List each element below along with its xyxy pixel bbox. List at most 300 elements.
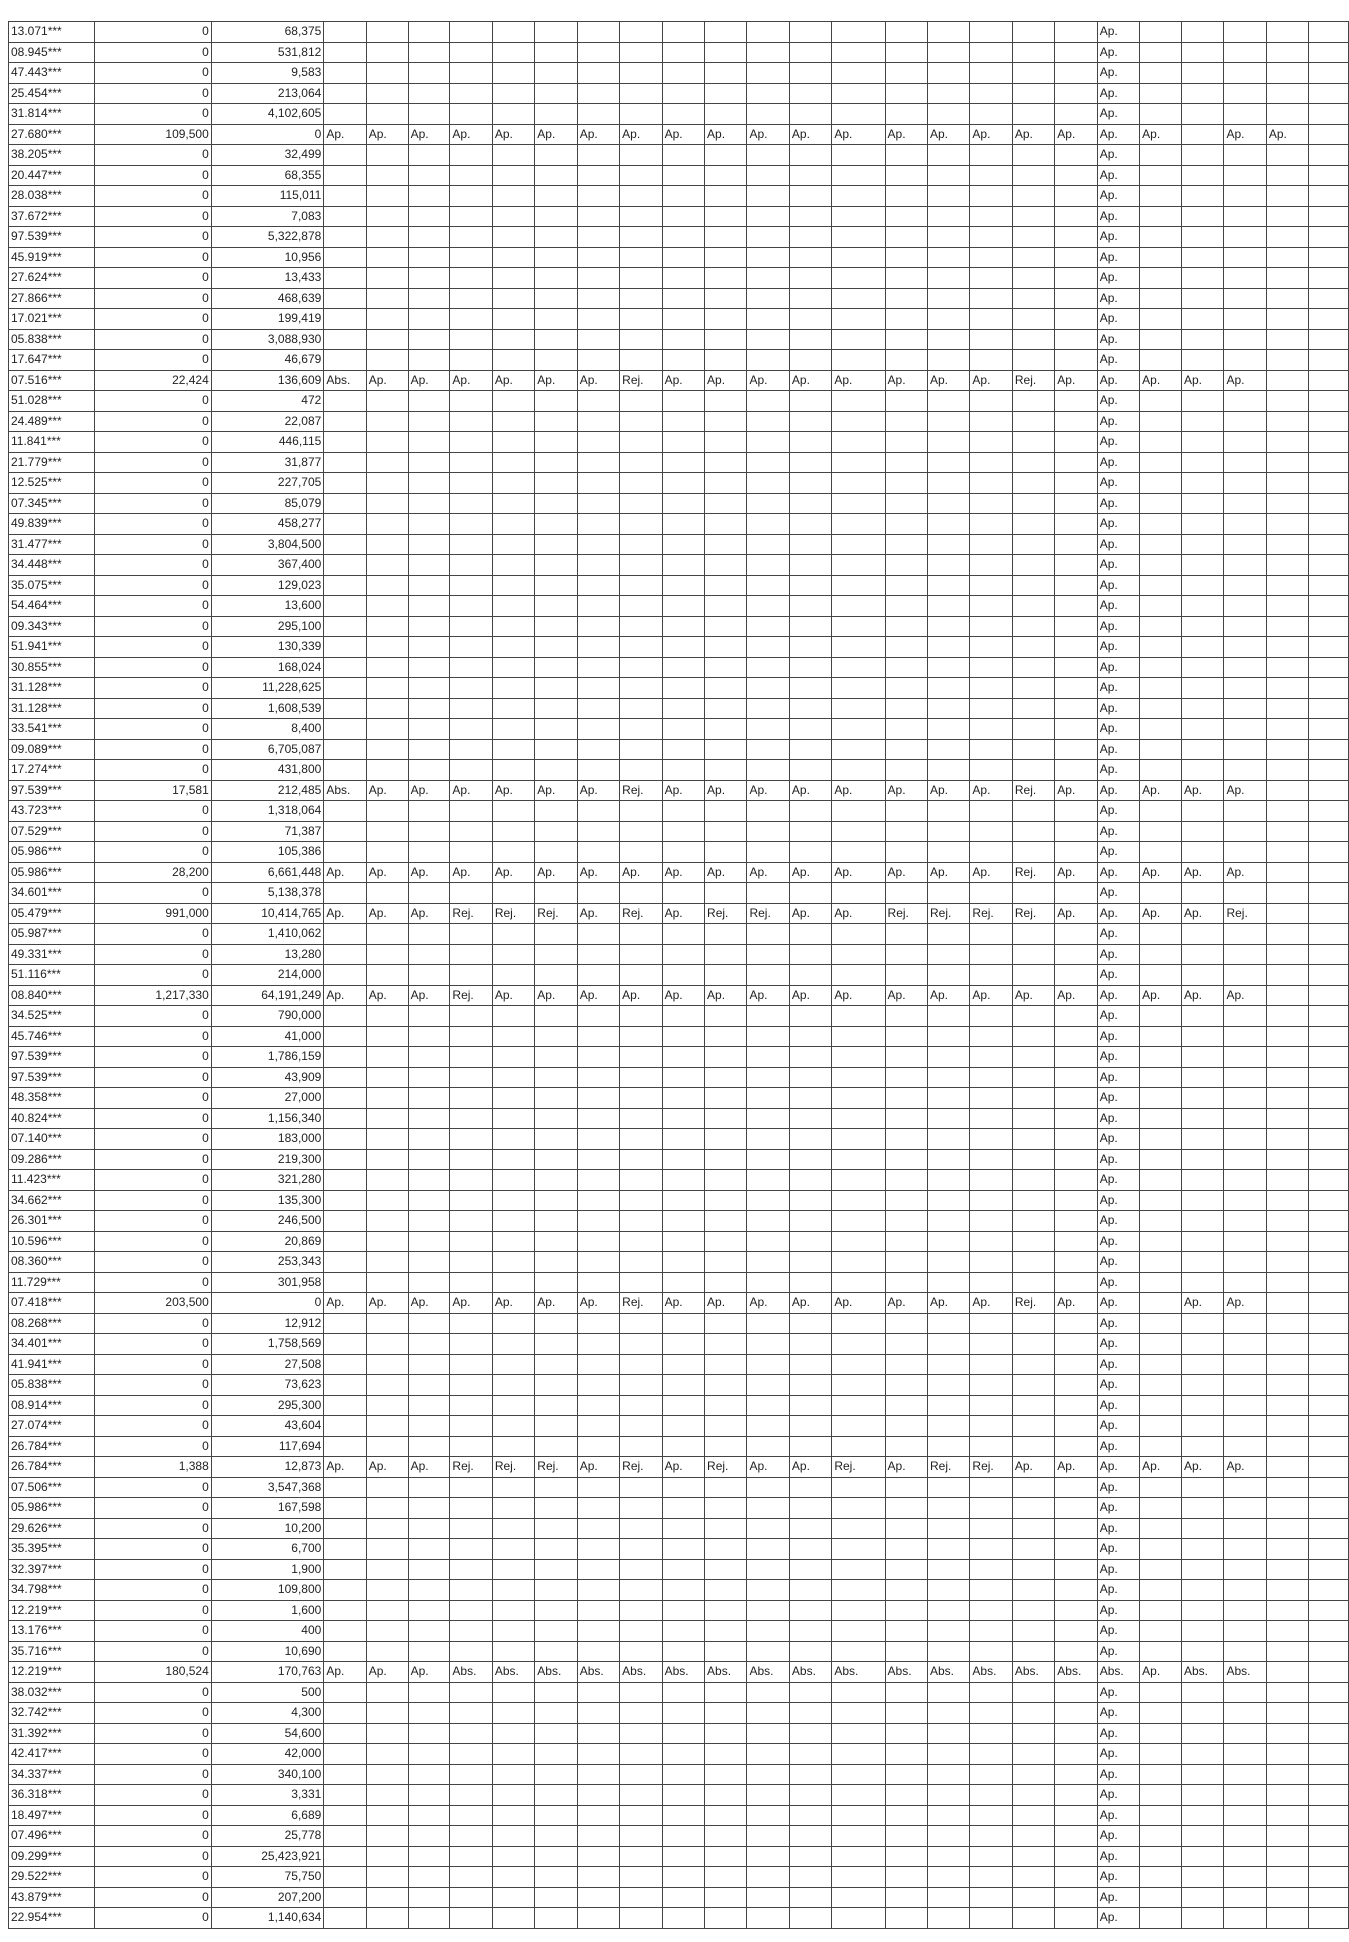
- vote-cell: [620, 473, 662, 494]
- vote-cell: [492, 83, 534, 104]
- vote-cell: [450, 22, 492, 43]
- amount-cell: 214,000: [211, 965, 324, 986]
- vote-cell: [450, 1723, 492, 1744]
- vote-cell: [577, 411, 619, 432]
- vote-cell: [492, 1477, 534, 1498]
- vote-cell: [662, 883, 704, 904]
- vote-cell: [1055, 1047, 1097, 1068]
- vote-cell: [832, 1108, 885, 1129]
- vote-cell: [885, 227, 927, 248]
- vote-cell: [324, 22, 366, 43]
- vote-cell: Ap.: [1182, 1457, 1224, 1478]
- vote-cell: [1012, 411, 1054, 432]
- vote-cell: Ap.: [1224, 1457, 1266, 1478]
- table-row: [9, 1703, 1349, 1724]
- vote-cell: [620, 350, 662, 371]
- vote-cell: Rej.: [492, 1457, 534, 1478]
- vote-cell: [789, 1744, 831, 1765]
- vote-cell: [492, 637, 534, 658]
- vote-cell: [450, 1498, 492, 1519]
- vote-cell: [450, 514, 492, 535]
- vote-cell: Rej.: [1012, 862, 1054, 883]
- vote-cell: [885, 1518, 927, 1539]
- vote-cell: [1266, 678, 1308, 699]
- vote-cell: [577, 534, 619, 555]
- vote-cell: Ap.: [927, 985, 969, 1006]
- vote-cell: [1308, 965, 1348, 986]
- table-row: [9, 22, 1349, 43]
- vote-cell: [1308, 1129, 1348, 1150]
- table-row: [9, 1662, 1349, 1683]
- vote-cell: [492, 452, 534, 473]
- vote-cell: Ap.: [408, 780, 450, 801]
- vote-cell: [450, 1211, 492, 1232]
- vote-cell: [535, 1723, 577, 1744]
- vote-cell: [1140, 247, 1182, 268]
- vote-cell: [1182, 1129, 1224, 1150]
- vote-cell: [662, 739, 704, 760]
- vote-cell: [885, 739, 927, 760]
- vote-cell: [620, 596, 662, 617]
- vote-cell: [970, 104, 1012, 125]
- shares-cell: 0: [95, 678, 211, 699]
- vote-cell: [705, 1416, 747, 1437]
- vote-cell: [408, 1231, 450, 1252]
- shares-cell: 0: [95, 104, 211, 125]
- vote-cell: Ap.: [492, 370, 534, 391]
- vote-cell: [885, 1006, 927, 1027]
- vote-cell: [366, 514, 408, 535]
- vote-cell: [535, 1067, 577, 1088]
- vote-cell: [535, 83, 577, 104]
- vote-cell: [366, 1887, 408, 1908]
- vote-cell: [1055, 1703, 1097, 1724]
- vote-cell: [1266, 596, 1308, 617]
- vote-cell: [927, 391, 969, 412]
- vote-cell: Ap.: [1097, 739, 1139, 760]
- vote-cell: [705, 719, 747, 740]
- shares-cell: 0: [95, 534, 211, 555]
- table-row: [9, 1908, 1349, 1929]
- vote-cell: [927, 1846, 969, 1867]
- vote-cell: [789, 1272, 831, 1293]
- vote-cell: [577, 1313, 619, 1334]
- amount-cell: 105,386: [211, 842, 324, 863]
- amount-cell: 27,508: [211, 1354, 324, 1375]
- vote-cell: [450, 1703, 492, 1724]
- vote-cell: [324, 1867, 366, 1888]
- vote-cell: [492, 1703, 534, 1724]
- vote-cell: [366, 1600, 408, 1621]
- vote-cell: [1266, 1600, 1308, 1621]
- vote-cell: Ap.: [927, 862, 969, 883]
- vote-cell: Ap.: [1097, 862, 1139, 883]
- vote-cell: [885, 1067, 927, 1088]
- vote-cell: [1182, 801, 1224, 822]
- vote-cell: [1224, 944, 1266, 965]
- vote-cell: [620, 1252, 662, 1273]
- vote-cell: [1308, 22, 1348, 43]
- vote-cell: [1182, 432, 1224, 453]
- vote-cell: [408, 637, 450, 658]
- vote-cell: [535, 391, 577, 412]
- vote-cell: [1182, 329, 1224, 350]
- vote-cell: [747, 698, 789, 719]
- vote-cell: [366, 637, 408, 658]
- vote-cell: [705, 1067, 747, 1088]
- vote-cell: [970, 1334, 1012, 1355]
- vote-cell: [324, 965, 366, 986]
- shares-cell: 0: [95, 1723, 211, 1744]
- holder-id-cell: 05.986***: [9, 862, 95, 883]
- vote-cell: [1266, 698, 1308, 719]
- vote-cell: [492, 1744, 534, 1765]
- amount-cell: 13,280: [211, 944, 324, 965]
- vote-cell: [1308, 288, 1348, 309]
- vote-cell: [705, 1252, 747, 1273]
- vote-cell: [885, 1211, 927, 1232]
- vote-cell: Ap.: [1097, 63, 1139, 84]
- vote-cell: [1012, 1580, 1054, 1601]
- vote-cell: [927, 309, 969, 330]
- vote-cell: [789, 1559, 831, 1580]
- vote-cell: [1055, 1108, 1097, 1129]
- vote-cell: [366, 657, 408, 678]
- vote-cell: [408, 1887, 450, 1908]
- vote-cell: [662, 1867, 704, 1888]
- vote-cell: [747, 739, 789, 760]
- vote-cell: [492, 1682, 534, 1703]
- vote-cell: [1140, 1026, 1182, 1047]
- vote-cell: [832, 186, 885, 207]
- vote-cell: [450, 1908, 492, 1929]
- vote-cell: [450, 432, 492, 453]
- vote-cell: [1012, 1559, 1054, 1580]
- vote-cell: [450, 1354, 492, 1375]
- vote-cell: [885, 206, 927, 227]
- vote-cell: [747, 1887, 789, 1908]
- amount-cell: 367,400: [211, 555, 324, 576]
- vote-cell: [970, 1621, 1012, 1642]
- vote-cell: Ap.: [1055, 124, 1097, 145]
- vote-cell: [832, 657, 885, 678]
- vote-cell: Ap.: [1097, 1293, 1139, 1314]
- vote-cell: [1182, 821, 1224, 842]
- vote-cell: [789, 965, 831, 986]
- vote-cell: [450, 1580, 492, 1601]
- vote-cell: [1140, 1805, 1182, 1826]
- vote-cell: [832, 1231, 885, 1252]
- vote-cell: [408, 1477, 450, 1498]
- vote-cell: [1182, 145, 1224, 166]
- vote-cell: [747, 452, 789, 473]
- vote-cell: [970, 760, 1012, 781]
- vote-cell: [324, 432, 366, 453]
- vote-cell: [662, 227, 704, 248]
- vote-cell: [1224, 739, 1266, 760]
- shares-cell: 109,500: [95, 124, 211, 145]
- vote-cell: Ap.: [1097, 83, 1139, 104]
- vote-cell: [366, 883, 408, 904]
- vote-cell: [662, 1682, 704, 1703]
- vote-cell: [577, 1539, 619, 1560]
- vote-cell: [492, 555, 534, 576]
- vote-cell: [705, 42, 747, 63]
- vote-cell: [705, 391, 747, 412]
- vote-cell: [927, 534, 969, 555]
- vote-cell: [620, 1375, 662, 1396]
- vote-cell: [408, 698, 450, 719]
- vote-cell: [1140, 1908, 1182, 1929]
- vote-cell: [450, 719, 492, 740]
- vote-cell: [1012, 22, 1054, 43]
- vote-cell: [366, 1190, 408, 1211]
- vote-cell: [747, 186, 789, 207]
- vote-cell: Ap.: [1097, 268, 1139, 289]
- vote-cell: Ap.: [408, 1662, 450, 1683]
- vote-cell: [705, 821, 747, 842]
- vote-cell: [705, 350, 747, 371]
- vote-cell: [535, 247, 577, 268]
- holder-id-cell: 26.784***: [9, 1436, 95, 1457]
- vote-cell: [747, 1908, 789, 1929]
- vote-cell: [705, 514, 747, 535]
- vote-cell: [789, 391, 831, 412]
- vote-cell: [1055, 22, 1097, 43]
- vote-cell: [705, 1211, 747, 1232]
- vote-cell: [1308, 165, 1348, 186]
- vote-cell: [577, 1600, 619, 1621]
- vote-cell: [885, 1805, 927, 1826]
- vote-cell: [789, 1190, 831, 1211]
- vote-cell: [1308, 1149, 1348, 1170]
- vote-cell: [662, 268, 704, 289]
- vote-cell: [1266, 821, 1308, 842]
- vote-cell: Ap.: [1097, 965, 1139, 986]
- vote-cell: Abs.: [705, 1662, 747, 1683]
- vote-cell: Ap.: [492, 780, 534, 801]
- vote-cell: [747, 657, 789, 678]
- vote-cell: [492, 227, 534, 248]
- vote-cell: [927, 1211, 969, 1232]
- vote-cell: [577, 206, 619, 227]
- vote-cell: [1182, 883, 1224, 904]
- vote-cell: [970, 534, 1012, 555]
- vote-cell: [1055, 1621, 1097, 1642]
- vote-cell: [970, 329, 1012, 350]
- vote-cell: [492, 1559, 534, 1580]
- table-row: [9, 1723, 1349, 1744]
- vote-cell: [366, 1826, 408, 1847]
- vote-cell: Ap.: [1140, 862, 1182, 883]
- vote-cell: [885, 1580, 927, 1601]
- vote-cell: [408, 63, 450, 84]
- vote-cell: [408, 1703, 450, 1724]
- vote-cell: [789, 1477, 831, 1498]
- vote-cell: [662, 698, 704, 719]
- shares-cell: 0: [95, 1867, 211, 1888]
- vote-cell: [1012, 1047, 1054, 1068]
- vote-cell: [662, 247, 704, 268]
- vote-cell: [832, 1047, 885, 1068]
- vote-cell: [927, 1744, 969, 1765]
- vote-cell: [366, 1908, 408, 1929]
- vote-cell: Ap.: [1224, 862, 1266, 883]
- vote-cell: [789, 1211, 831, 1232]
- vote-cell: [927, 1313, 969, 1334]
- table-row: [9, 555, 1349, 576]
- vote-cell: Ap.: [324, 124, 366, 145]
- vote-cell: [1224, 534, 1266, 555]
- amount-cell: 321,280: [211, 1170, 324, 1191]
- vote-cell: [970, 739, 1012, 760]
- vote-cell: [324, 1580, 366, 1601]
- vote-cell: [927, 247, 969, 268]
- holder-id-cell: 34.525***: [9, 1006, 95, 1027]
- vote-cell: [1182, 186, 1224, 207]
- vote-cell: [450, 596, 492, 617]
- amount-cell: 10,690: [211, 1641, 324, 1662]
- vote-cell: [1055, 883, 1097, 904]
- vote-cell: [1055, 309, 1097, 330]
- vote-cell: [789, 83, 831, 104]
- vote-cell: [408, 1723, 450, 1744]
- vote-cell: [705, 165, 747, 186]
- vote-cell: Ap.: [705, 985, 747, 1006]
- vote-cell: [1224, 1559, 1266, 1580]
- table-row: [9, 1764, 1349, 1785]
- vote-cell: Ap.: [1055, 370, 1097, 391]
- vote-cell: [620, 1190, 662, 1211]
- vote-cell: [747, 1026, 789, 1047]
- vote-cell: [577, 1682, 619, 1703]
- vote-cell: [450, 1826, 492, 1847]
- vote-cell: [970, 1375, 1012, 1396]
- vote-cell: [620, 1805, 662, 1826]
- vote-cell: [324, 1067, 366, 1088]
- vote-cell: Ap.: [885, 1293, 927, 1314]
- vote-cell: [970, 1108, 1012, 1129]
- vote-cell: [789, 1682, 831, 1703]
- vote-cell: [1266, 83, 1308, 104]
- vote-cell: [705, 1785, 747, 1806]
- vote-cell: [747, 1682, 789, 1703]
- amount-cell: 170,763: [211, 1662, 324, 1683]
- vote-cell: [1055, 247, 1097, 268]
- vote-cell: [450, 1395, 492, 1416]
- vote-cell: [1266, 1723, 1308, 1744]
- vote-cell: [324, 1682, 366, 1703]
- vote-cell: [789, 1723, 831, 1744]
- vote-cell: [885, 1498, 927, 1519]
- amount-cell: 227,705: [211, 473, 324, 494]
- amount-cell: 219,300: [211, 1149, 324, 1170]
- vote-cell: [747, 1088, 789, 1109]
- vote-cell: [408, 1559, 450, 1580]
- vote-cell: [1012, 1334, 1054, 1355]
- vote-cell: [535, 1354, 577, 1375]
- vote-cell: [1308, 83, 1348, 104]
- shares-cell: 0: [95, 1047, 211, 1068]
- vote-cell: [577, 1703, 619, 1724]
- vote-cell: [1308, 432, 1348, 453]
- vote-cell: [450, 1600, 492, 1621]
- vote-cell: [366, 1518, 408, 1539]
- vote-cell: [1012, 1744, 1054, 1765]
- vote-cell: [1308, 637, 1348, 658]
- shares-cell: 0: [95, 883, 211, 904]
- vote-cell: [492, 145, 534, 166]
- vote-cell: [1308, 555, 1348, 576]
- shares-cell: 0: [95, 575, 211, 596]
- vote-cell: [1266, 1805, 1308, 1826]
- vote-cell: Ap.: [620, 862, 662, 883]
- table-row: [9, 1129, 1349, 1150]
- vote-cell: [970, 288, 1012, 309]
- vote-cell: [832, 1723, 885, 1744]
- amount-cell: 4,102,605: [211, 104, 324, 125]
- vote-cell: [970, 247, 1012, 268]
- vote-cell: [789, 1088, 831, 1109]
- table-row: [9, 1272, 1349, 1293]
- vote-cell: [492, 1764, 534, 1785]
- vote-cell: [1224, 1252, 1266, 1273]
- vote-cell: Ap.: [885, 1457, 927, 1478]
- vote-cell: [927, 1108, 969, 1129]
- vote-cell: Ap.: [1097, 555, 1139, 576]
- vote-cell: [970, 1067, 1012, 1088]
- vote-cell: [492, 329, 534, 350]
- shares-cell: 0: [95, 247, 211, 268]
- vote-cell: [620, 1764, 662, 1785]
- vote-cell: [832, 1477, 885, 1498]
- vote-cell: [705, 227, 747, 248]
- shares-cell: 0: [95, 1600, 211, 1621]
- vote-cell: [408, 1518, 450, 1539]
- vote-cell: [832, 1129, 885, 1150]
- holder-id-cell: 10.596***: [9, 1231, 95, 1252]
- vote-cell: [577, 22, 619, 43]
- vote-cell: [747, 1129, 789, 1150]
- vote-cell: Ap.: [1012, 1457, 1054, 1478]
- vote-cell: [366, 411, 408, 432]
- vote-cell: [789, 1129, 831, 1150]
- vote-cell: [1308, 1477, 1348, 1498]
- vote-cell: [927, 350, 969, 371]
- holder-id-cell: 34.601***: [9, 883, 95, 904]
- vote-cell: [747, 944, 789, 965]
- vote-cell: [747, 1067, 789, 1088]
- vote-cell: [1140, 432, 1182, 453]
- vote-cell: [789, 842, 831, 863]
- amount-cell: 295,300: [211, 1395, 324, 1416]
- vote-cell: [1266, 1190, 1308, 1211]
- vote-cell: [1308, 1108, 1348, 1129]
- vote-cell: [832, 1539, 885, 1560]
- vote-cell: [408, 944, 450, 965]
- vote-cell: [1182, 1764, 1224, 1785]
- vote-cell: [577, 1785, 619, 1806]
- vote-cell: Ap.: [408, 124, 450, 145]
- holder-id-cell: 97.539***: [9, 227, 95, 248]
- vote-cell: Ap.: [1097, 1580, 1139, 1601]
- vote-cell: [832, 842, 885, 863]
- vote-cell: [1012, 1764, 1054, 1785]
- table-row: [9, 965, 1349, 986]
- shares-cell: 0: [95, 1477, 211, 1498]
- vote-cell: Ap.: [1182, 903, 1224, 924]
- vote-cell: Abs.: [492, 1662, 534, 1683]
